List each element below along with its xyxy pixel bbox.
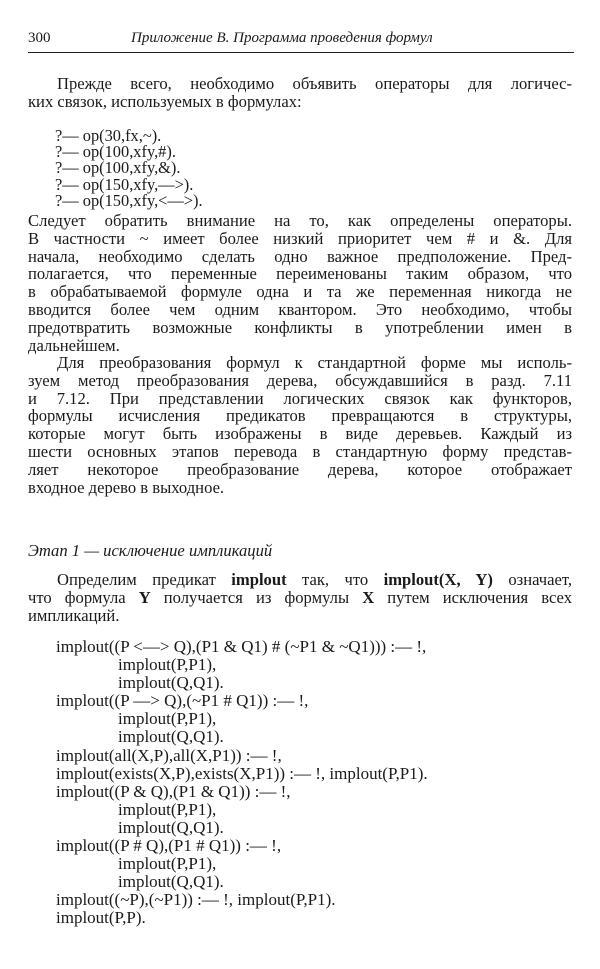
text-line: ляет некоторое преобразование дерева, которое отображает xyxy=(28,459,572,479)
predicate-name: implout xyxy=(231,570,287,589)
code-line: ?— op(100,xfy,&). xyxy=(55,158,181,178)
predicate-signature: implout(X, Y) xyxy=(383,570,493,589)
text-line: и 7.12. При представлении логических связок как функторов, xyxy=(28,388,572,408)
text: что формула xyxy=(28,587,139,607)
header-rule xyxy=(28,52,574,53)
code-line: implout(Q,Q1). xyxy=(118,727,224,747)
text-line: зуем метод преобразования дерева, обсуждавшийся в разд. 7.11 xyxy=(28,370,572,390)
operator-declarations xyxy=(55,128,203,209)
text-line: в обрабатываемой формуле одна и та же переменная никогда не xyxy=(28,282,572,302)
code-line: ?— op(30,fx,~). xyxy=(55,126,162,145)
code-line: implout((P & Q),(P1 & Q1)) :— !, xyxy=(56,781,291,801)
code-line: implout(Q,Q1). xyxy=(118,673,224,693)
text-line: Для преобразования формул к стандартной форме мы исполь- xyxy=(57,353,572,372)
text-line: дальнейшем. xyxy=(28,335,120,355)
code-line: implout(P,P1), xyxy=(118,655,217,675)
text-line: шести основных этапов перевода в стандартную форму представ- xyxy=(28,441,572,461)
code-line: implout(Q,Q1). xyxy=(118,872,224,892)
text: означает, xyxy=(492,570,573,589)
paragraph-tree-transform xyxy=(28,354,572,496)
text-line: вводится более чем одним квантором. Это необходимо, чтобы xyxy=(28,299,572,319)
text-line xyxy=(28,589,572,607)
text-line: начала, необходимо сделать одно важное предположение. Пред- xyxy=(28,246,572,266)
code-line: implout(Q,Q1). xyxy=(118,817,224,837)
implout-code xyxy=(56,638,428,928)
text-line: импликаций. xyxy=(28,605,120,625)
code-line: ?— op(150,xfy,—>). xyxy=(55,174,194,194)
code-line: implout((~P),(~P1)) :— !, implout(P,P1). xyxy=(56,890,336,910)
paragraph-intro xyxy=(28,75,572,111)
page-header xyxy=(28,30,572,50)
code-line: implout(P,P1), xyxy=(118,799,217,819)
page-number: 300 xyxy=(28,30,51,46)
variable-x: X xyxy=(362,587,375,607)
code-line: ?— op(150,xfy,<—>). xyxy=(55,190,203,210)
text-line: Следует обратить внимание на то, как определены операторы. xyxy=(28,211,572,230)
text-line: Прежде всего, необходимо объявить операторы для логичес- xyxy=(57,74,572,93)
text: получается из формулы xyxy=(150,587,363,607)
text: Определим предикат xyxy=(57,570,232,589)
section-heading: Этап 1 — исключение импликаций xyxy=(28,541,273,560)
code-line: implout((P —> Q),(~P1 # Q1)) :— !, xyxy=(56,691,309,711)
text-line: В частности ~ имеет более низкий приоритет чем # и &. Для xyxy=(28,228,572,248)
text: путем исключения всех xyxy=(374,587,573,607)
text-line: формулы исчисления предикатов превращаются в структуры, xyxy=(28,406,572,426)
code-line: implout(P,P1), xyxy=(118,854,217,874)
paragraph-implout-definition xyxy=(28,571,572,624)
text-line: предотвратить возможные конфликты в употреблении имен в xyxy=(28,317,572,337)
variable-y: Y xyxy=(138,587,151,607)
text-line: ких связок, используемых в формулах: xyxy=(28,91,302,111)
text: так, что xyxy=(286,570,384,589)
code-line: implout(P,P1), xyxy=(118,709,217,729)
code-line: ?— op(100,xfy,#). xyxy=(55,142,176,162)
paragraph-operators-note xyxy=(28,212,572,354)
code-line: implout(all(X,P),all(X,P1)) :— !, xyxy=(56,745,282,765)
code-line: implout(exists(X,P),exists(X,P1)) :— !, implout(P,P1). xyxy=(56,763,428,783)
code-line: implout(P,P). xyxy=(56,908,146,928)
text-line: которые могут быть изображены в виде деревьев. Каждый из xyxy=(28,424,572,444)
code-line: implout((P <—> Q),(P1 & Q1) # (~P1 & ~Q1))) :— !, xyxy=(56,637,427,656)
text-line xyxy=(28,571,572,589)
running-title: Приложение В. Программа проведения формул xyxy=(131,30,433,46)
text-line: входное дерево в выходное. xyxy=(28,477,225,497)
code-line: implout((P # Q),(P1 # Q1)) :— !, xyxy=(56,836,282,856)
text-line: полагается, что переменные переименованы таким образом, что xyxy=(28,264,572,284)
